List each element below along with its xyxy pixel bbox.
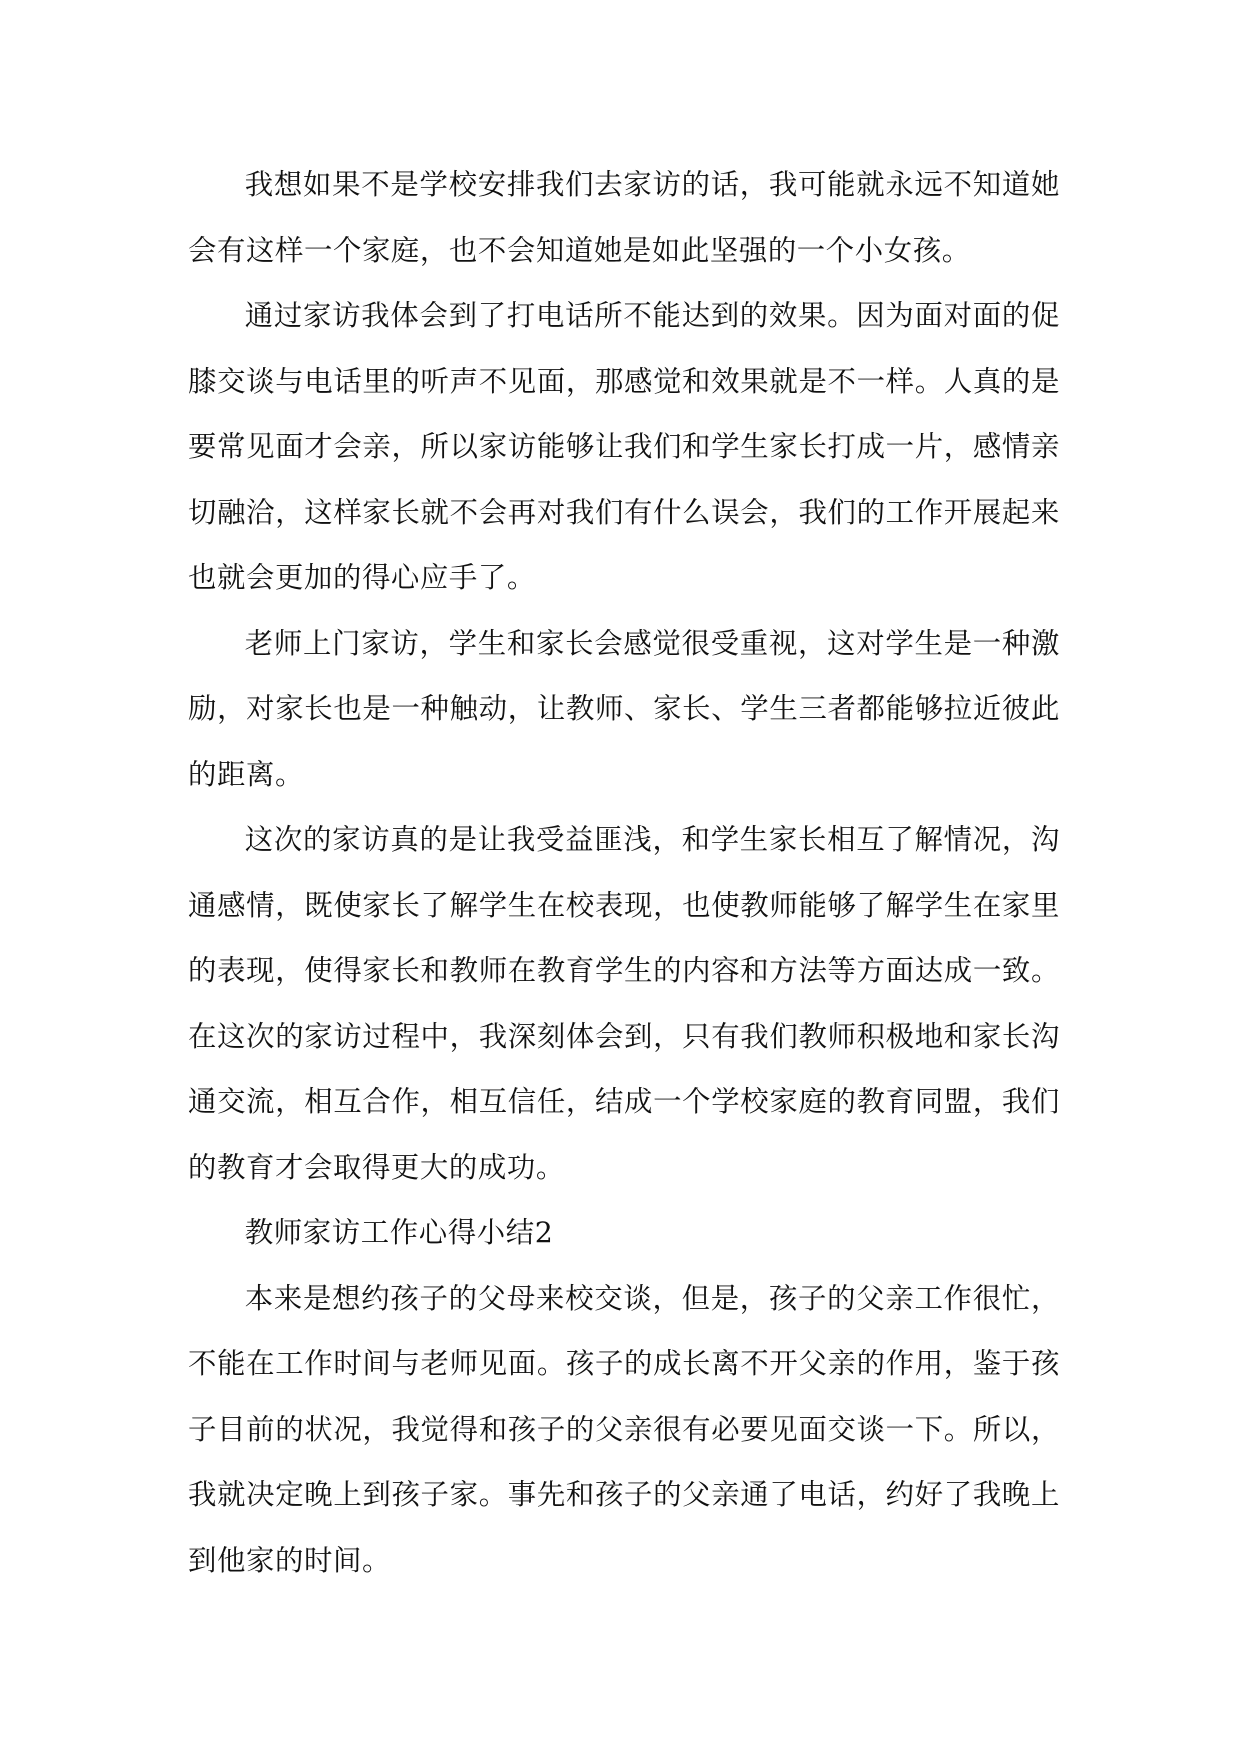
paragraph-teacher-visit-value: 老师上门家访，学生和家长会感觉很受重视，这对学生是一种激励，对家长也是一种触动，让教师、家长、学生三者都能够拉近彼此的距离。: [188, 626, 1060, 791]
paragraph-evening-visit-plan: 本来是想约孩子的父母来校交谈，但是，孩子的父亲工作很忙，不能在工作时间与老师见面。孩子的成长离不开父亲的作用，鉴于孩子目前的状况，我觉得和孩子的父亲很有必要见面交谈一下。所以，我就决定晚上到孩子家。事先和孩子的父亲通了电话，约好了我晚上到他家的时间。: [188, 1281, 1060, 1577]
section-heading: 教师家访工作心得小结2: [244, 1216, 554, 1249]
paragraph-home-visit-reflection: 我想如果不是学校安排我们去家访的话，我可能就永远不知道她会有这样一个家庭，也不会知道她是如此坚强的一个小女孩。: [188, 168, 1060, 267]
paragraph-home-school-cooperation: 这次的家访真的是让我受益匪浅，和学生家长相互了解情况，沟通感情，既使家长了解学生在校表现，也使教师能够了解学生在家里的表现，使得家长和教师在教育学生的内容和方法等方面达成一致。在这次的家访过程中，我深刻体会到，只有我们教师积极地和家长沟通交流，相互合作，相互信任，结成一个学校家庭的教育同盟，我们的教育才会取得更大的成功。: [188, 823, 1060, 1184]
paragraph-face-to-face-effect: 通过家访我体会到了打电话所不能达到的效果。因为面对面的促膝交谈与电话里的听声不见面，那感觉和效果就是不一样。人真的是要常见面才会亲，所以家访能够让我们和学生家长打成一片，感情亲切融洽，这样家长就不会再对我们有什么误会，我们的工作开展起来也就会更加的得心应手了。: [188, 299, 1060, 594]
document-body: [188, 152, 1060, 1593]
